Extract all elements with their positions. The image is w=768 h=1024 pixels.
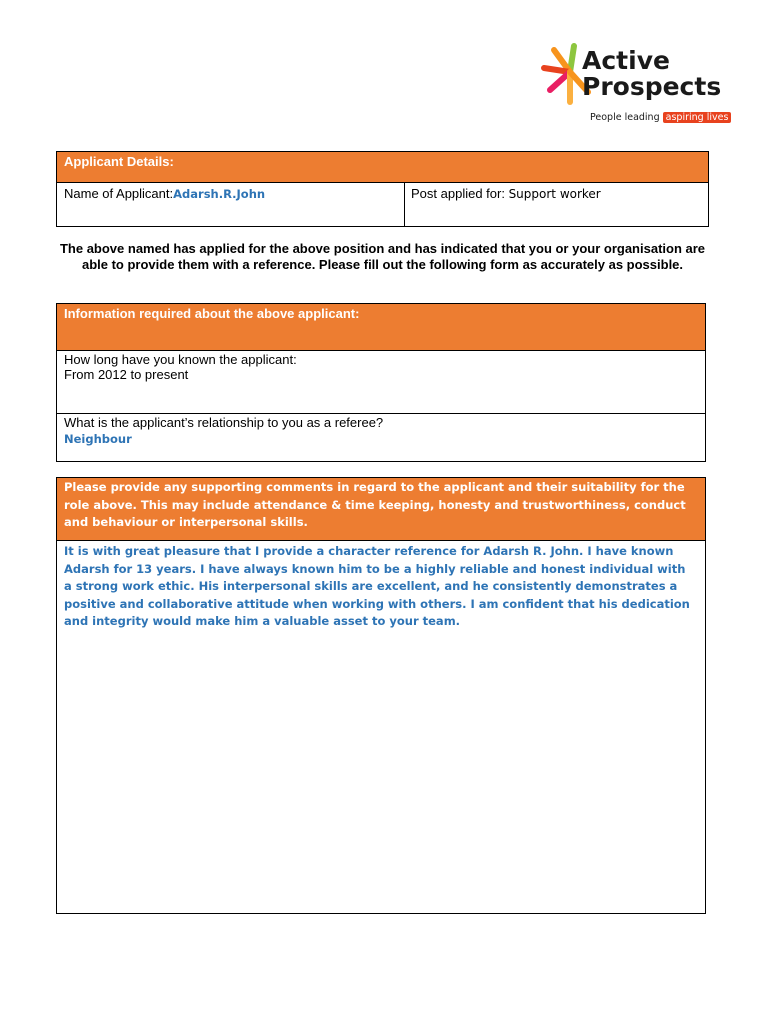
- info-table-header: Information required about the above applicant:: [57, 304, 705, 351]
- applicant-info-table: [56, 303, 706, 462]
- relationship-question: What is the applicant’s relationship to you as a referee?: [64, 415, 384, 430]
- logo-line-1: Active: [582, 46, 670, 75]
- known-duration-row: [57, 351, 705, 414]
- post-applied-label: Post applied for:: [411, 186, 509, 201]
- applicant-name-label: Name of Applicant:: [64, 186, 174, 201]
- known-duration-question: How long have you known the applicant:: [64, 352, 297, 367]
- applicant-name-cell: [57, 183, 405, 226]
- logo-tagline: [590, 112, 731, 123]
- applicant-name-value: Adarsh.R.John: [173, 187, 266, 201]
- comments-header: Please provide any supporting comments in regard to the applicant and their suitability for the role above. This may include attendance & time keeping, honesty and trustworthiness, conduct and behaviour or interpersonal skills.: [57, 478, 705, 541]
- relationship-answer: Neighbour: [64, 432, 132, 446]
- post-applied-cell: [405, 183, 708, 226]
- intro-paragraph: The above named has applied for the above position and has indicated that you or your organisation are able to provide them with a reference. Please fill out the following form as accurately as possible.: [59, 241, 706, 272]
- tagline-highlight: aspiring lives: [663, 112, 732, 123]
- logo-line-2: Prospects: [582, 72, 722, 101]
- applicant-details-table: [56, 151, 709, 227]
- active-prospects-logo: [540, 42, 730, 132]
- known-duration-answer: From 2012 to present: [64, 367, 189, 382]
- tagline-prefix: People leading: [590, 112, 660, 123]
- applicant-details-header: Applicant Details:: [57, 152, 708, 183]
- comments-body: It is with great pleasure that I provide a character reference for Adarsh R. John. I have known Adarsh for 13 years. I have always known him to be a highly reliable and honest individual with a strong work ethic. His interpersonal skills are excellent, and he consistently demonstrates a positive and collaborative attitude when working with others. I am confident that his dedication and integrity would make him a valuable asset to your team.: [64, 544, 690, 628]
- relationship-row: [57, 414, 705, 461]
- supporting-comments-table: [56, 477, 706, 914]
- logo-wordmark: [582, 48, 721, 100]
- post-applied-value: Support worker: [508, 187, 601, 201]
